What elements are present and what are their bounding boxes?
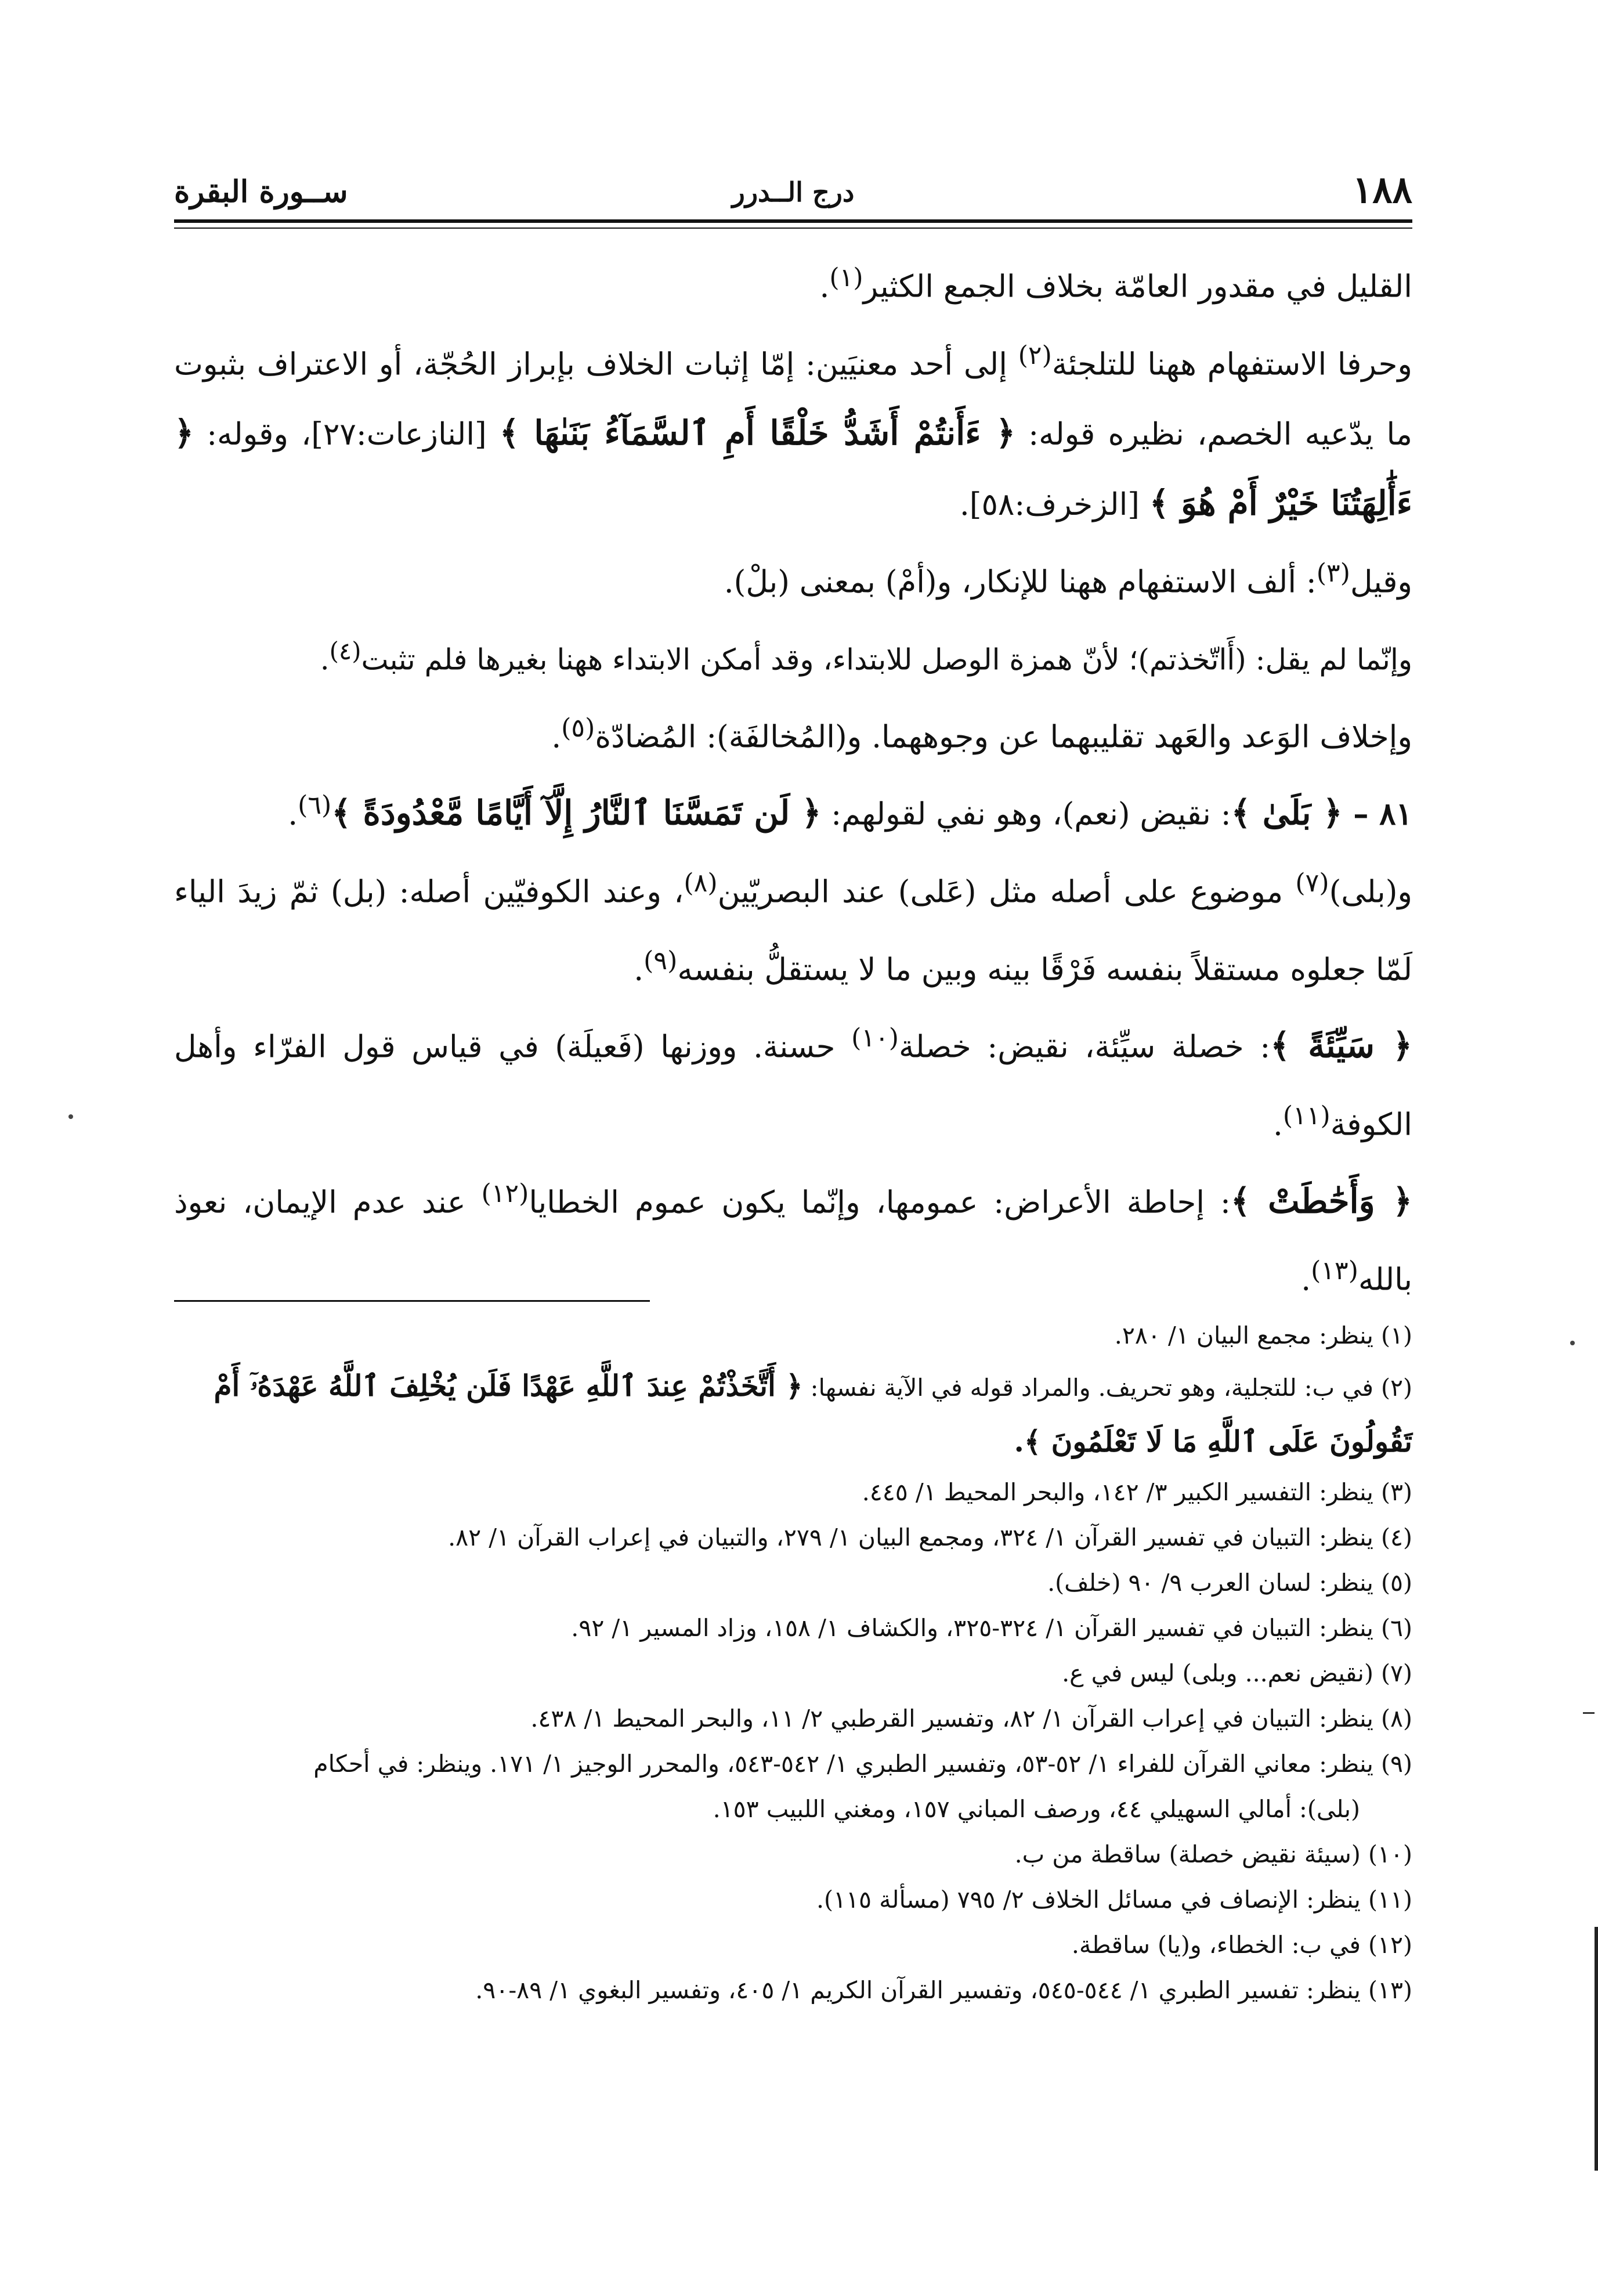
footnote-5: (٥) ينظر: لسان العرب ٩/ ٩٠ (خلف). xyxy=(1047,1569,1412,1597)
paragraph-3: وقيل$^{(٣)}$: ألف الاستفهام ههنا للإنكار، و(أمْ) بمعنى (بلْ). xyxy=(724,558,1412,600)
footnote-ref: (١٣) xyxy=(1311,1256,1358,1286)
footnote-2: (٢) في ب: للتجلية، وهو تحريف. والمراد قوله في الآية نفسها: ﴿ أَتَّخَذْتُمْ عِندَ ٱللَّهِ عَهْدًا فَلَن يُخْلِفَ ٱللَّهُ عَهْدَهُۥٓ أَمْ تَقُولُونَ عَلَى ٱللَّهِ مَا لَا تَعْلَمُونَ ﴾. xyxy=(214,1369,1412,1459)
footnote-8: (٨) ينظر: التبيان في إعراب القرآن ١/ ٨٢، وتفسير القرطبي ٢/ ١١، والبحر المحيط ١/ ٤٣٨. xyxy=(530,1705,1412,1732)
paragraph-2: وحرفا الاستفهام ههنا للتلجئة$^{(٢)}$ إلى أحد معنيَين: إمّا إثبات الخلاف بإبراز الحُجّة، أو الاعتراف بثبوت ما يدّعيه الخصم، نظيره قوله: ﴿ ءَأَنتُمْ أَشَدُّ خَلْقًا أَمِ ٱلسَّمَآءُ بَنَىٰهَا ﴾ [النازعات:٢٧]، وقوله: ﴿ ءَأَٰلِهَتُنَا خَيْرٌ أَمْ هُوَ ﴾ [الزخرف:٥٨]. xyxy=(174,340,1412,524)
quran-verse: ﴿ ءَأَٰلِهَتُنَا خَيْرٌ أَمْ هُوَ ﴾ xyxy=(174,413,1412,524)
header-rule-thin xyxy=(174,228,1412,229)
quran-verse: ﴿ لَن تَمَسَّنَا ٱلنَّارُ إِلَّآ أَيَّامًا مَّعْدُودَةً ﴾ xyxy=(331,793,822,833)
footnotes xyxy=(174,1313,1412,2013)
footnote-ref: (١١) xyxy=(1282,1100,1331,1131)
surah-name: ســورة البقرة xyxy=(174,174,348,210)
footnote-1: (١) ينظر: مجمع البيان ١/ ٢٨٠. xyxy=(1114,1322,1412,1349)
page-number: ١٨٨ xyxy=(1352,168,1412,212)
footnote-ref: (١٢) xyxy=(481,1178,529,1208)
footnote-ref: (٢) xyxy=(1018,340,1052,370)
footnote-ref: (٨) xyxy=(684,868,718,898)
paragraph-4: وإنّما لم يقل: (أَاتّخذتم)؛ لأنّ همزة الوصل للابتداء، وقد أمكن الابتداء ههنا بغيرها فلم تثبت$^{(٤)}$. xyxy=(320,636,1412,677)
verse-number: ٨١ – xyxy=(1342,796,1412,832)
quran-verse: ﴿ ءَأَنتُمْ أَشَدُّ خَلْقًا أَمِ ٱلسَّمَآءُ بَنَىٰهَا ﴾ xyxy=(499,413,1016,453)
footnote-12: (١٢) في ب: الخطاء، و(يا) ساقطة. xyxy=(1071,1931,1412,1959)
paragraph-8: ﴿ سَيِّئَةً ﴾: خصلة سيِّئة، نقيض: خصلة$^{(١٠)}$ حسنة. ووزنها (فَعيلَة) في قياس قول الفرّاء وأهل الكوفة$^{(١١)}$. xyxy=(174,1023,1412,1143)
footnote-9-continued: (بلى): أمالي السهيلي ٤٤، ورصف المباني ١٥٧، ومغني اللبيب ١٥٣. xyxy=(713,1795,1360,1823)
quran-verse: ﴿ بَلَىٰ ﴾ xyxy=(1231,793,1343,833)
scan-speck xyxy=(1570,1341,1575,1345)
footnote-10: (١٠) (سيئة نقيض خصلة) ساقطة من ب. xyxy=(1014,1840,1412,1868)
footnote-ref: (٥) xyxy=(561,713,595,743)
footnote-ref: (٦) xyxy=(298,790,332,821)
footnote-ref: (١) xyxy=(829,263,863,293)
footnote-ref: (٣) xyxy=(1316,558,1350,589)
footnote-11: (١١) ينظر: الإنصاف في مسائل الخلاف ٢/ ٧٩٥ (مسألة ١١٥). xyxy=(816,1886,1412,1914)
quran-verse: ﴿ أَتَّخَذْتُمْ عِندَ ٱللَّهِ عَهْدًا فَلَن يُخْلِفَ ٱللَّهُ عَهْدَهُۥٓ أَمْ تَقُولُونَ عَلَى ٱللَّهِ مَا لَا تَعْلَمُونَ ﴾. xyxy=(214,1369,1412,1459)
quran-verse: ﴿ وَأَحَٰطَتْ ﴾ xyxy=(1230,1181,1413,1221)
footnote-ref: (١٠) xyxy=(851,1023,899,1053)
footnote-ref: (٩) xyxy=(643,945,678,976)
main-text xyxy=(174,244,1412,1315)
quran-verse: ﴿ سَيِّئَةً ﴾ xyxy=(1270,1026,1412,1066)
book-title: درج الــدرر xyxy=(732,176,855,208)
scan-edge-tick xyxy=(1583,1712,1595,1714)
page-header xyxy=(174,168,1412,221)
footnote-separator xyxy=(174,1300,650,1302)
footnote-ref: (٤) xyxy=(329,636,361,665)
footnote-ref: (٧) xyxy=(1295,868,1329,898)
header-rule-thick xyxy=(174,219,1412,223)
scan-edge-mark xyxy=(1583,1927,1598,2171)
footnote-13: (١٣) ينظر: تفسير الطبري ١/ ٥٤٤-٥٤٥، وتفسير القرآن الكريم ١/ ٤٠٥، وتفسير البغوي ١/ ٨٩-٩٠. xyxy=(475,1976,1412,2004)
scan-speck xyxy=(68,1114,73,1119)
footnote-6: (٦) ينظر: التبيان في تفسير القرآن ١/ ٣٢٤-٣٢٥، والكشاف ١/ ١٥٨، وزاد المسير ١/ ٩٢. xyxy=(571,1614,1412,1642)
paragraph-9: ﴿ وَأَحَٰطَتْ ﴾: إحاطة الأعراض: عمومها، وإنّما يكون عموم الخطايا$^{(١٢)}$ عند عدم الإيمان، نعوذ بالله$^{(١٣)}$. xyxy=(174,1178,1413,1298)
footnote-4: (٤) ينظر: التبيان في تفسير القرآن ١/ ٣٢٤، ومجمع البيان ١/ ٢٧٩، والتبيان في إعراب القرآن ١/ ٨٢. xyxy=(448,1524,1412,1551)
paragraph-7: و(بلى)$^{(٧)}$ موضوع على أصله مثل (عَلى) عند البصريّين$^{(٨)}$، وعند الكوفيّين أصله: (بل) ثمّ زيدَ الياء لَمّا جعلوه مستقلاً بنفسه فَرْقًا بينه وبين ما لا يستقلُّ بنفسه$^{(٩)}$. xyxy=(174,868,1412,988)
footnote-7: (٧) (نقيض نعم... وبلى) ليس في ع. xyxy=(1062,1659,1412,1687)
footnote-3: (٣) ينظر: التفسير الكبير ٣/ ١٤٢، والبحر المحيط ١/ ٤٤٥. xyxy=(862,1478,1412,1506)
paragraph-1: القليل في مقدور العامّة بخلاف الجمع الكثير$^{(١)}$. xyxy=(819,263,1412,305)
paragraph-6: ٨١ – ﴿ بَلَىٰ ﴾: نقيض (نعم)، وهو نفي لقولهم: ﴿ لَن تَمَسَّنَا ٱلنَّارُ إِلَّآ أَيَّامًا مَّعْدُودَةً ﴾$^{(٦)}$. xyxy=(288,790,1412,833)
paragraph-5: وإخلاف الوَعد والعَهد تقليبهما عن وجوههما. و(المُخالفَة): المُضادّة$^{(٥)}$. xyxy=(551,713,1412,755)
footnote-9: (٩) ينظر: معاني القرآن للفراء ١/ ٥٢-٥٣، وتفسير الطبري ١/ ٥٤٢-٥٤٣، والمحرر الوجيز ١/ ١٧١. وينظر: في أحكام xyxy=(313,1750,1412,1778)
